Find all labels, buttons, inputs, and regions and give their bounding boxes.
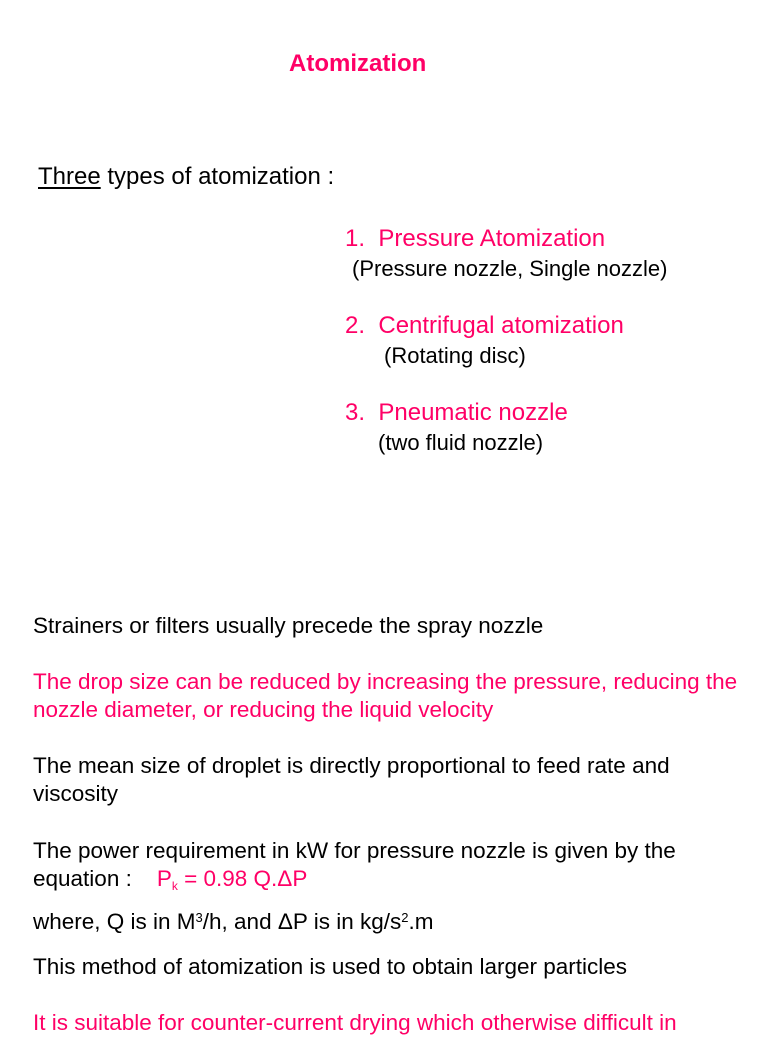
intro-rest: types of atomization : bbox=[100, 163, 335, 190]
intro-line bbox=[38, 163, 334, 191]
power-line-1: The power requirement in kW for pressure nozzle is given by the bbox=[33, 838, 676, 863]
type-3-number: 3. bbox=[345, 399, 366, 426]
type-2-detail: (Rotating disc) bbox=[384, 343, 526, 368]
units-part-b: /h, and ΔP is in kg/s bbox=[202, 909, 402, 934]
type-1-label: Pressure Atomization bbox=[378, 225, 606, 252]
slide-title: Atomization bbox=[289, 50, 427, 77]
type-3-heading bbox=[345, 399, 568, 427]
type-2-heading bbox=[345, 312, 624, 340]
paragraph-mean-size: The mean size of droplet is directly proportional to feed rate and viscosity bbox=[33, 753, 670, 806]
type-1-number: 1. bbox=[345, 225, 366, 252]
type-2-number: 2. bbox=[345, 312, 366, 339]
units-part-c: .m bbox=[408, 909, 434, 934]
paragraph-larger-particles: This method of atomization is used to obtain larger particles bbox=[33, 954, 628, 979]
units-superscript-1: 3 bbox=[195, 910, 203, 925]
type-1-detail: (Pressure nozzle, Single nozzle) bbox=[352, 256, 668, 281]
paragraph-counter-current: It is suitable for counter-current drying which otherwise difficult in bbox=[33, 1010, 677, 1035]
paragraph-drop-size: The drop size can be reduced by increasing the pressure, reducing the nozzle diameter, or reducing the liquid velocity bbox=[33, 669, 738, 722]
paragraph-power bbox=[33, 837, 743, 936]
power-equation bbox=[157, 866, 308, 891]
equation-prefix: equation : bbox=[33, 866, 132, 891]
equation-subscript: k bbox=[171, 879, 178, 893]
type-3-label: Pneumatic nozzle bbox=[378, 399, 568, 426]
units-part-a: where, Q is in M bbox=[33, 909, 196, 934]
type-2-label: Centrifugal atomization bbox=[378, 312, 624, 339]
power-units-line bbox=[33, 904, 743, 936]
paragraph-strainers: Strainers or filters usually precede the spray nozzle bbox=[33, 613, 544, 638]
type-1-heading bbox=[345, 225, 605, 253]
equation-symbol-p: P bbox=[156, 866, 172, 891]
units-superscript-2: 2 bbox=[401, 910, 409, 925]
type-3-detail: (two fluid nozzle) bbox=[378, 430, 544, 455]
intro-underlined-word: Three bbox=[38, 163, 101, 190]
equation-rest: = 0.98 Q.ΔP bbox=[177, 866, 308, 891]
power-equation-line bbox=[33, 865, 743, 900]
